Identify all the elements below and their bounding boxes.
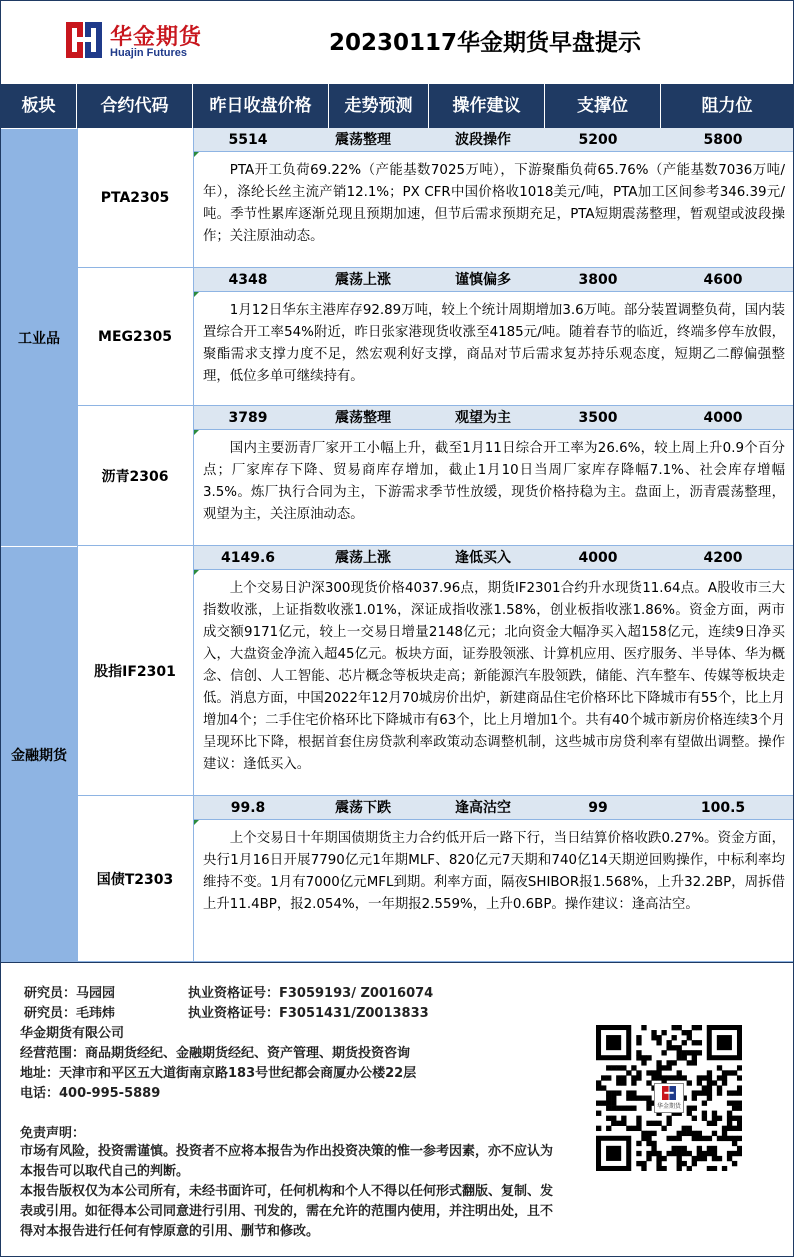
trend-forecast: 震荡下跌 bbox=[335, 800, 391, 816]
qr-code bbox=[596, 1025, 742, 1171]
col-header-sector: 板块 bbox=[1, 84, 77, 128]
disclaimer-copyright: 本报告版权仅为本公司所有，未经书面许可，任何机构和个人不得以任何形式翻版、复制、发表或引用。如征得本公司同意进行引用、刊发的，需在允许的范围内使用，并注明出处，且不得对本报告进行任何有悖原意的引用、删节和修改。 bbox=[20, 1184, 554, 1239]
contract-code-cell bbox=[77, 796, 193, 962]
market-comment bbox=[193, 570, 793, 796]
col-header-close: 昨日收盘价格 bbox=[193, 84, 329, 128]
resistance-level: 5800 bbox=[703, 132, 743, 148]
trade-advice: 逢低买入 bbox=[455, 550, 511, 566]
company-logo bbox=[66, 20, 216, 64]
comment-text: 上个交易日十年期国债期货主力合约低开后一路下行，当日结算价格收跌0.27%。资金方面，央行1月16日开展7790亿元1年期MLF、820亿元7天期和740亿14天期逆回购操作，中标利率均维持不变。1月有7000亿元MFL到期。利率方面，隔夜SHIBOR报1.568%，上升32.2BP，周拆借上升11.4BP，报2.054%，一年期报2.559%，上升0.6BP。操作建议：逢高沽空。 bbox=[203, 831, 785, 912]
comment-text: 国内主要沥青厂家开工小幅上升，截至1月11日综合开工率为26.6%，较上周上升0.9个百分点；厂家库存下降、贸易商库存增加，截止1月10日当周厂家库存降幅7.1%、社会库存增幅3.5%。炼厂执行合同为主，下游需求季节性放缓，现货价格持稳为主。盘面上，沥青震荡整理，观望为主，关注原油动态。 bbox=[203, 441, 785, 522]
market-comment bbox=[193, 152, 793, 268]
close-price: 5514 bbox=[228, 132, 268, 148]
comment-text: 上个交易日沪深300现货价格4037.96点，期货IF2301合约升水现货11.64点。A股收市三大指数收涨，上证指数收涨1.01%，深证成指收涨1.58%，创业板指收涨1.86%。资金方面，两市成交额9171亿元，较上一交易日增量2148亿元；北向资金大幅净买入超158亿元，连续9日净买入，大盘资金净流入超45亿元。板块方面，证券股领涨、计算机应用、医疗服务、半导体、华为概念、信创、人工智能、芯片概念等板块走高；新能源汽车股领跌，储能、汽车整车、传媒等板块走低。消息方面，中国2022年12月70城房价出炉，新建商品住宅价格环比下降城市有55个，比上月增加4个；二手住宅价格环比下降城市有63个，比上月增加1个。共有40个城市新房价格连续3个月呈现环比下降，根据首套住房贷款利率政策动态调整机制，这些城市房贷利率有望做出调整。操作建议：逢低买入。 bbox=[203, 581, 785, 772]
researcher-1: 研究员：马园园 bbox=[24, 986, 116, 1001]
comment-text: PTA开工负荷69.22%（产能基数7025万吨），下游聚酯负荷65.76%（产能基数7036万吨/年），涤纶长丝主流产销12.1%；PX CFR中国价格收1018美元/吨，PTA加工区间参考346.39元/吨。季节性累库逐渐兑现且预期加速，但节后需求预期充足，PTA短期震荡整理，暂观望或波段操作；关注原油动态。 bbox=[203, 163, 785, 244]
metrics-row bbox=[193, 796, 793, 820]
support-level: 3800 bbox=[578, 272, 618, 288]
report-title: 20230117华金期货早盘提示 bbox=[328, 30, 642, 56]
business-scope: 经营范围：商品期货经纪、金融期货经纪、资产管理、期货投资咨询 bbox=[20, 1046, 411, 1061]
metrics-row bbox=[193, 546, 793, 570]
company-phone: 电话：400-995-5889 bbox=[20, 1086, 161, 1101]
table-header bbox=[1, 84, 793, 128]
market-comment bbox=[193, 430, 793, 546]
comment-text: 1月12日华东主港库存92.89万吨，较上个统计周期增加3.6万吨。部分装置调整负荷，国内装置综合开工率54%附近，昨日张家港现货收涨至4185元/吨。随着春节的临近，终端多停车放假，聚酯需求支撑力度不足，然宏观利好支撑，商品对节后需求复苏持乐观态度，短期乙二醇偏强整理，低位多单可继续持有。 bbox=[203, 303, 785, 384]
company-name: 华金期货有限公司 bbox=[20, 1026, 125, 1041]
contract-code: 股指IF2301 bbox=[94, 663, 176, 680]
col-header-support: 支撑位 bbox=[545, 84, 661, 128]
sector-label: 工业品 bbox=[18, 330, 60, 347]
contract-code: 国债T2303 bbox=[96, 871, 174, 888]
trade-advice: 观望为主 bbox=[455, 410, 511, 426]
huajin-logo-icon bbox=[662, 1086, 676, 1100]
contract-code: MEG2305 bbox=[98, 328, 172, 345]
trade-advice: 波段操作 bbox=[455, 132, 511, 148]
resistance-level: 4000 bbox=[703, 410, 743, 426]
trend-forecast: 震荡上涨 bbox=[335, 550, 391, 566]
sector-cell-industrial bbox=[1, 128, 77, 546]
sector-label: 金融期货 bbox=[11, 747, 67, 764]
researcher-2: 研究员：毛玮炜 bbox=[24, 1006, 116, 1021]
col-header-resistance: 阻力位 bbox=[701, 96, 753, 116]
col-header-advice: 操作建议 bbox=[429, 84, 545, 128]
contract-code-cell bbox=[77, 406, 193, 546]
col-header-trend: 走势预测 bbox=[329, 84, 429, 128]
close-price: 3789 bbox=[228, 410, 268, 426]
logo-chinese-text: 华金期货 bbox=[110, 25, 203, 50]
grid-line bbox=[77, 128, 78, 961]
trade-advice: 谨慎偏多 bbox=[455, 272, 511, 288]
trend-forecast: 震荡上涨 bbox=[335, 272, 391, 288]
logo-english-text: Huajin Futures bbox=[110, 47, 188, 59]
support-level: 5200 bbox=[578, 132, 618, 148]
support-level: 4000 bbox=[578, 550, 618, 566]
close-price: 99.8 bbox=[230, 800, 266, 816]
company-address: 地址：天津市和平区五大道街南京路183号世纪都会商厦办公楼22层 bbox=[20, 1066, 417, 1081]
resistance-level: 4600 bbox=[703, 272, 743, 288]
market-comment bbox=[193, 292, 793, 406]
metrics-row bbox=[193, 268, 793, 292]
support-level: 3500 bbox=[578, 410, 618, 426]
qr-logo-text: 华金期货 bbox=[656, 1103, 681, 1110]
disclaimer-risk: 市场有风险，投资需谨慎。投资者不应将本报告为作出投资决策的惟一参考因素，亦不应认为本报告可以取代自己的判断。 bbox=[20, 1144, 554, 1179]
contract-code-cell bbox=[77, 268, 193, 406]
trade-advice: 逢高沽空 bbox=[455, 800, 511, 816]
trend-forecast: 震荡整理 bbox=[335, 132, 391, 148]
contract-code: PTA2305 bbox=[100, 189, 170, 206]
metrics-row bbox=[193, 406, 793, 430]
resistance-level: 100.5 bbox=[700, 800, 746, 816]
metrics-row bbox=[193, 128, 793, 152]
grid-line bbox=[193, 128, 194, 961]
contract-code: 沥青2306 bbox=[101, 468, 169, 485]
qr-logo bbox=[654, 1083, 684, 1113]
contract-code-cell bbox=[77, 546, 193, 796]
disclaimer-title: 免责声明： bbox=[20, 1126, 86, 1141]
close-price: 4149.6 bbox=[220, 550, 276, 566]
contract-code-cell bbox=[77, 128, 193, 268]
col-header-code: 合约代码 bbox=[77, 84, 193, 128]
resistance-level: 4200 bbox=[703, 550, 743, 566]
huajin-logo-icon bbox=[66, 22, 102, 58]
support-level: 99 bbox=[588, 800, 608, 816]
researcher-2-cert: 执业资格证号：F3051431/Z0013833 bbox=[188, 1006, 429, 1021]
researcher-1-cert: 执业资格证号：F3059193/ Z0016074 bbox=[188, 986, 434, 1001]
close-price: 4348 bbox=[228, 272, 268, 288]
market-comment bbox=[193, 820, 793, 962]
sector-cell-financial bbox=[1, 546, 77, 962]
trend-forecast: 震荡整理 bbox=[335, 410, 391, 426]
